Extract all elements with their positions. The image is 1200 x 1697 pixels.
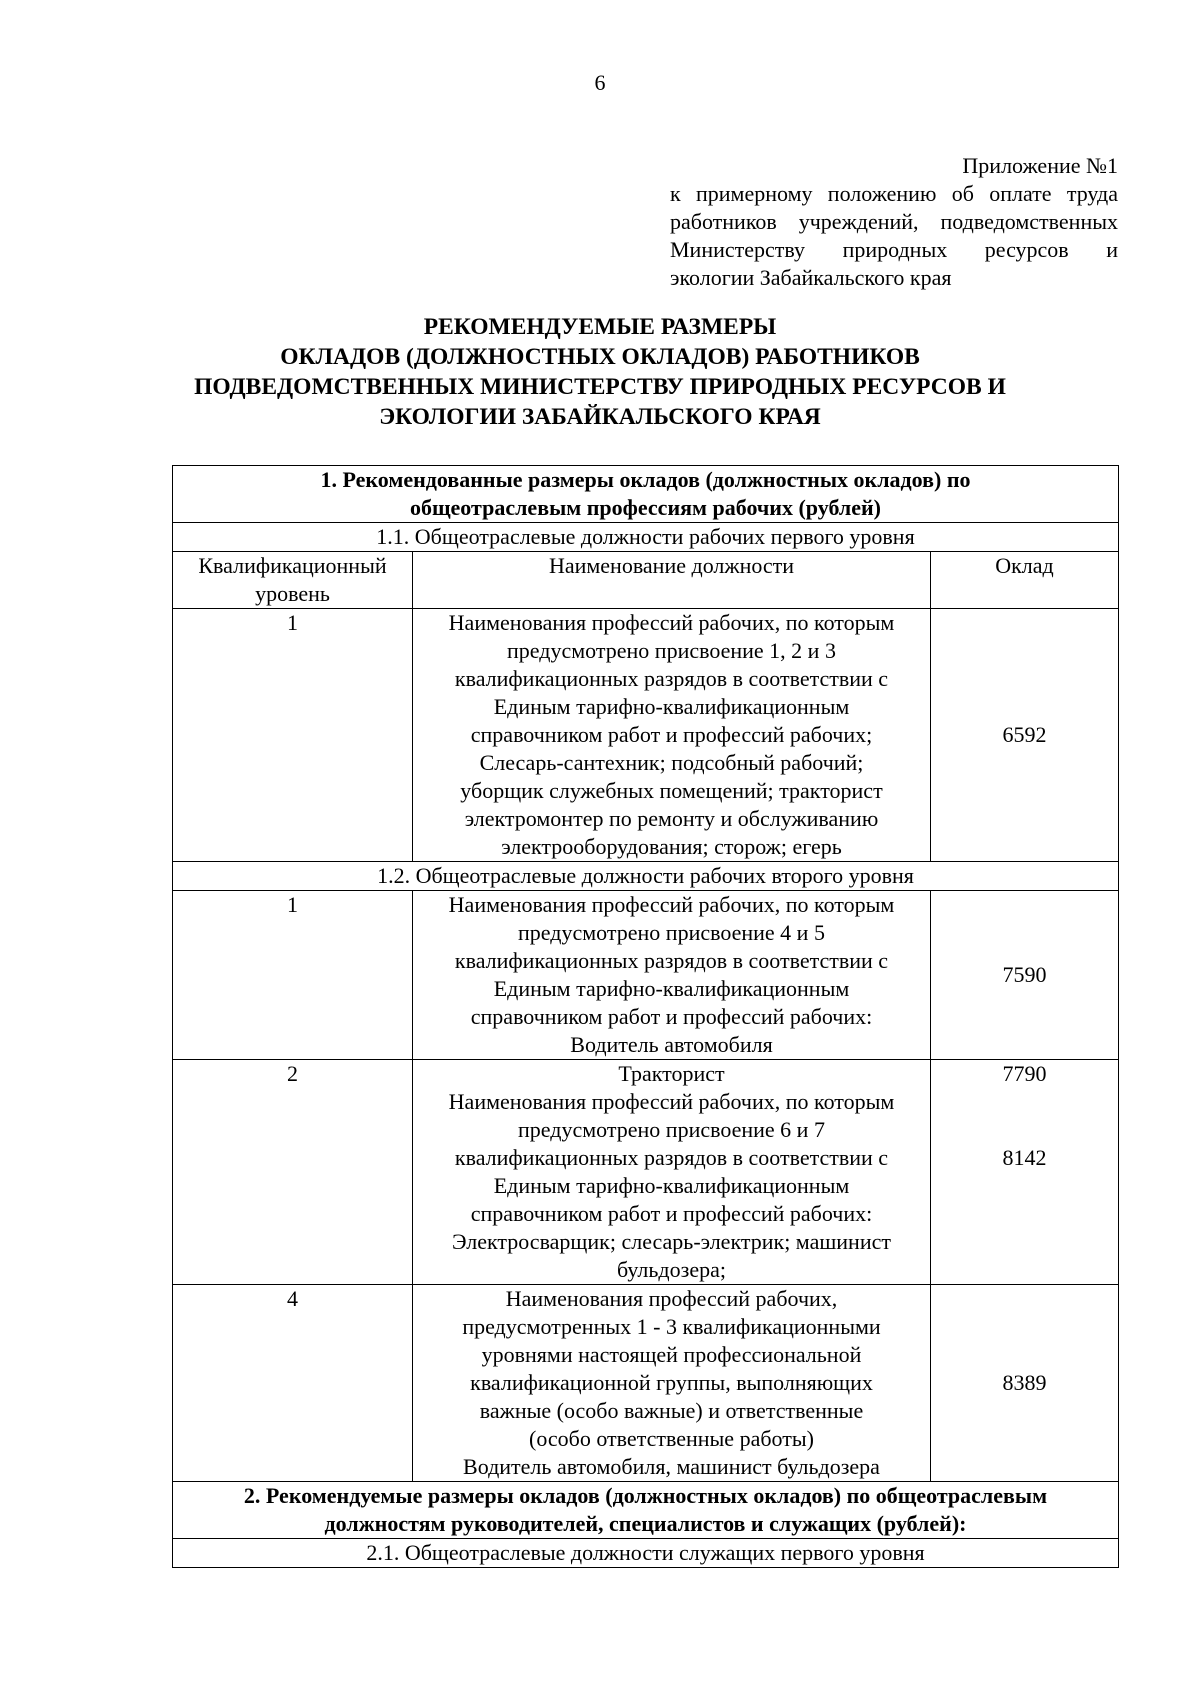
- page-number: 6: [594, 70, 606, 95]
- appendix-line: к примерному положению об оплате труда: [670, 181, 1118, 206]
- position-line: Единым тарифно-квалификационным: [493, 1173, 850, 1198]
- salary-cell: [931, 1060, 1119, 1285]
- appendix-line: экологии Забайкальского края: [670, 265, 952, 290]
- section-2-header-row: [173, 1482, 1119, 1539]
- position-line: квалификационных разрядов в соответствии с: [454, 1145, 889, 1170]
- position-line: (особо ответственные работы): [529, 1426, 814, 1451]
- position-line: предусмотренных 1 - 3 квалификационными: [462, 1314, 881, 1339]
- title-line: РЕКОМЕНДУЕМЫЕ РАЗМЕРЫ: [423, 314, 777, 340]
- level-cell: 1: [173, 609, 413, 862]
- appendix-header: [670, 152, 1118, 292]
- column-header-level-line: уровень: [255, 581, 330, 606]
- salary-cell: 6592: [931, 609, 1119, 862]
- position-line: Наименования профессий рабочих, по которым: [448, 610, 895, 635]
- column-header-salary: Оклад: [931, 552, 1119, 609]
- column-header-level: [173, 552, 413, 609]
- level-cell: 1: [173, 891, 413, 1060]
- position-line: уборщик служебных помещений; тракторист: [460, 778, 883, 803]
- position-line: Единым тарифно-квалификационным: [493, 694, 850, 719]
- position-line: предусмотрено присвоение 6 и 7: [518, 1117, 825, 1142]
- table-row: [173, 609, 1119, 862]
- position-line: электрооборудования; сторож; егерь: [501, 834, 842, 859]
- subsection-2-1: 2.1. Общеотраслевые должности служащих первого уровня: [173, 1539, 1119, 1568]
- appendix-title: Приложение №1: [962, 153, 1118, 178]
- section-2-line: должностям руководителей, специалистов и служащих (рублей):: [324, 1511, 967, 1536]
- subsection-row: [173, 862, 1119, 891]
- salary-cell: 7590: [931, 891, 1119, 1060]
- position-line: Наименования профессий рабочих,: [505, 1286, 838, 1311]
- position-name-cell: [413, 609, 931, 862]
- position-line: Наименования профессий рабочих, по которым: [448, 892, 895, 917]
- position-line: Наименования профессий рабочих, по которым: [448, 1089, 895, 1114]
- appendix-body: [670, 180, 1118, 292]
- position-name-cell: [413, 1285, 931, 1482]
- position-line: электромонтер по ремонту и обслуживанию: [464, 806, 879, 831]
- position-line: справочником работ и профессий рабочих:: [470, 1201, 873, 1226]
- appendix-line: работников учреждений, подведомственных: [670, 209, 1118, 234]
- table-row: [173, 1285, 1119, 1482]
- position-line: справочником работ и профессий рабочих:: [470, 1004, 873, 1029]
- position-line: важные (особо важные) и ответственные: [479, 1398, 864, 1423]
- section-2-line: 2. Рекомендуемые размеры окладов (должностных окладов) по общеотраслевым: [243, 1483, 1048, 1508]
- position-line: предусмотрено присвоение 4 и 5: [518, 920, 825, 945]
- section-1-line: 1. Рекомендованные размеры окладов (должностных окладов) по: [320, 467, 971, 492]
- salary-spacer: [935, 1088, 1114, 1116]
- position-line: квалификационных разрядов в соответствии с: [454, 948, 889, 973]
- subsection-1-1: 1.1. Общеотраслевые должности рабочих первого уровня: [173, 523, 1119, 552]
- position-name-cell: [413, 891, 931, 1060]
- position-line: квалификационных разрядов в соответствии с: [454, 666, 889, 691]
- position-line: справочником работ и профессий рабочих;: [470, 722, 873, 747]
- position-line: Водитель автомобиля: [570, 1032, 773, 1057]
- salary-cell: 8389: [931, 1285, 1119, 1482]
- position-line: Слесарь-сантехник; подсобный рабочий;: [479, 750, 864, 775]
- position-line: Водитель автомобиля, машинист бульдозера: [463, 1454, 880, 1479]
- section-2-header: [173, 1482, 1119, 1539]
- position-line: бульдозера;: [617, 1257, 726, 1282]
- position-line: Тракторист: [618, 1061, 725, 1086]
- table-row: [173, 1060, 1119, 1285]
- column-header-name: Наименование должности: [413, 552, 931, 609]
- position-line: Единым тарифно-квалификационным: [493, 976, 850, 1001]
- position-line: квалификационной группы, выполняющих: [470, 1370, 873, 1395]
- title-line: ПОДВЕДОМСТВЕННЫХ МИНИСТЕРСТВУ ПРИРОДНЫХ РЕСУРСОВ И: [194, 374, 1006, 400]
- position-line: предусмотрено присвоение 1, 2 и 3: [507, 638, 836, 663]
- appendix-line: Министерству природных ресурсов и: [670, 237, 1118, 262]
- subsection-1-2: 1.2. Общеотраслевые должности рабочих второго уровня: [173, 862, 1119, 891]
- level-cell: 2: [173, 1060, 413, 1285]
- column-header-row: [173, 552, 1119, 609]
- subsection-row: [173, 1539, 1119, 1568]
- position-line: уровнями настоящей профессиональной: [481, 1342, 862, 1367]
- document-title: [100, 312, 1100, 432]
- section-1-header-row: [173, 466, 1119, 523]
- salary-spacer: [935, 1116, 1114, 1144]
- position-line: Электросварщик; слесарь-электрик; машинист: [452, 1229, 891, 1254]
- table-row: [173, 891, 1119, 1060]
- column-header-level-line: Квалификационный: [198, 553, 387, 578]
- subsection-row: [173, 523, 1119, 552]
- title-line: ОКЛАДОВ (ДОЛЖНОСТНЫХ ОКЛАДОВ) РАБОТНИКОВ: [280, 344, 920, 370]
- salary-table: [172, 465, 1119, 1568]
- section-1-line: общеотраслевым профессиям рабочих (рублей): [409, 495, 882, 520]
- salary-value: 7790: [1002, 1061, 1047, 1086]
- position-name-cell: [413, 1060, 931, 1285]
- level-cell: 4: [173, 1285, 413, 1482]
- salary-value: 8142: [1002, 1145, 1047, 1170]
- section-1-header: [173, 466, 1119, 523]
- title-line: ЭКОЛОГИИ ЗАБАЙКАЛЬСКОГО КРАЯ: [379, 404, 821, 430]
